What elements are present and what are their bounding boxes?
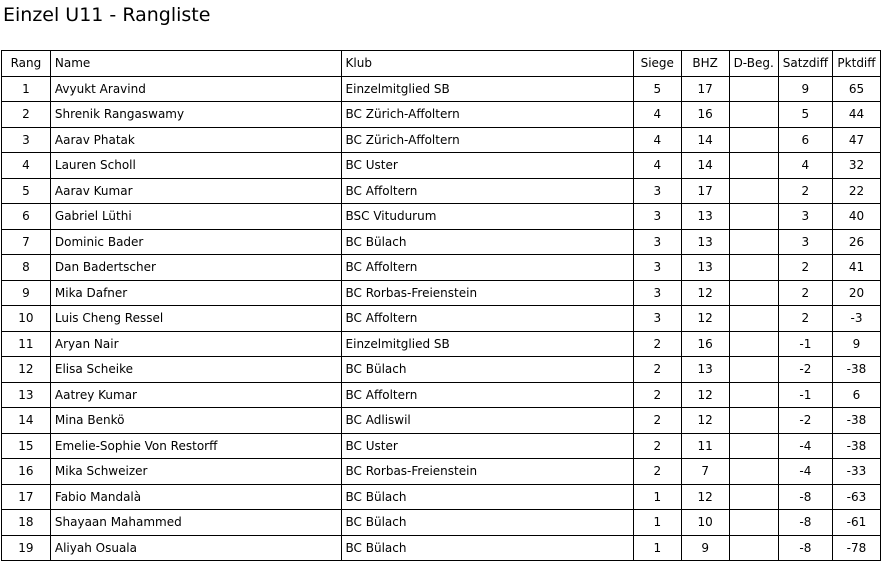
cell-pointdiff: 40: [832, 204, 880, 230]
table-row: [2, 102, 881, 128]
cell-rank: 10: [2, 306, 51, 332]
cell-club: BSC Vitudurum: [341, 204, 633, 230]
cell-club: BC Affoltern: [341, 255, 633, 281]
cell-rank: 9: [2, 280, 51, 306]
cell-rank: 15: [2, 433, 51, 459]
table-row: [2, 306, 881, 332]
cell-name: Emelie-Sophie Von Restorff: [50, 433, 341, 459]
cell-bhz: 16: [681, 102, 729, 128]
cell-name: Fabio Mandalà: [50, 484, 341, 510]
header-pointdiff: Pktdiff: [832, 51, 880, 77]
cell-rank: 1: [2, 76, 51, 102]
cell-bhz: 7: [681, 459, 729, 485]
header-name: Name: [50, 51, 341, 77]
cell-setdiff: 2: [778, 255, 832, 281]
cell-rank: 4: [2, 153, 51, 179]
cell-name: Mika Schweizer: [50, 459, 341, 485]
table-row: [2, 433, 881, 459]
cell-bhz: 13: [681, 229, 729, 255]
header-rank: Rang: [2, 51, 51, 77]
cell-bhz: 14: [681, 153, 729, 179]
table-row: [2, 153, 881, 179]
cell-pointdiff: -38: [832, 357, 880, 383]
cell-dbeg: [729, 255, 778, 281]
cell-setdiff: -8: [778, 535, 832, 561]
cell-rank: 14: [2, 408, 51, 434]
cell-setdiff: 4: [778, 153, 832, 179]
cell-wins: 3: [633, 255, 681, 281]
cell-bhz: 13: [681, 255, 729, 281]
cell-rank: 3: [2, 127, 51, 153]
cell-bhz: 13: [681, 357, 729, 383]
table-row: [2, 331, 881, 357]
cell-bhz: 11: [681, 433, 729, 459]
cell-setdiff: 6: [778, 127, 832, 153]
cell-dbeg: [729, 408, 778, 434]
ranking-body: [2, 76, 881, 561]
cell-name: Aarav Kumar: [50, 178, 341, 204]
cell-club: Einzelmitglied SB: [341, 76, 633, 102]
cell-rank: 13: [2, 382, 51, 408]
cell-pointdiff: -33: [832, 459, 880, 485]
cell-dbeg: [729, 535, 778, 561]
cell-dbeg: [729, 459, 778, 485]
cell-setdiff: -4: [778, 459, 832, 485]
cell-setdiff: 3: [778, 229, 832, 255]
cell-rank: 12: [2, 357, 51, 383]
cell-dbeg: [729, 382, 778, 408]
cell-setdiff: 2: [778, 306, 832, 332]
cell-club: BC Uster: [341, 433, 633, 459]
cell-rank: 2: [2, 102, 51, 128]
cell-pointdiff: 65: [832, 76, 880, 102]
cell-bhz: 10: [681, 510, 729, 536]
cell-wins: 3: [633, 229, 681, 255]
cell-bhz: 12: [681, 382, 729, 408]
table-row: [2, 484, 881, 510]
cell-wins: 2: [633, 357, 681, 383]
cell-setdiff: -8: [778, 484, 832, 510]
cell-setdiff: 9: [778, 76, 832, 102]
cell-setdiff: 2: [778, 178, 832, 204]
header-dbeg: D-Beg.: [729, 51, 778, 77]
table-row: [2, 178, 881, 204]
table-row: [2, 76, 881, 102]
cell-dbeg: [729, 331, 778, 357]
cell-name: Aryan Nair: [50, 331, 341, 357]
table-row: [2, 255, 881, 281]
cell-dbeg: [729, 204, 778, 230]
cell-rank: 5: [2, 178, 51, 204]
header-bhz: BHZ: [681, 51, 729, 77]
table-row: [2, 229, 881, 255]
cell-club: BC Rorbas-Freienstein: [341, 459, 633, 485]
cell-club: BC Uster: [341, 153, 633, 179]
cell-bhz: 12: [681, 484, 729, 510]
cell-bhz: 13: [681, 204, 729, 230]
cell-club: BC Rorbas-Freienstein: [341, 280, 633, 306]
cell-setdiff: -4: [778, 433, 832, 459]
cell-name: Dan Badertscher: [50, 255, 341, 281]
cell-name: Dominic Bader: [50, 229, 341, 255]
cell-rank: 16: [2, 459, 51, 485]
header-row: [2, 51, 881, 77]
cell-wins: 1: [633, 484, 681, 510]
cell-dbeg: [729, 153, 778, 179]
cell-club: BC Affoltern: [341, 306, 633, 332]
cell-bhz: 12: [681, 306, 729, 332]
cell-dbeg: [729, 433, 778, 459]
cell-bhz: 12: [681, 408, 729, 434]
cell-club: BC Zürich-Affoltern: [341, 102, 633, 128]
ranking-table: [1, 50, 881, 561]
cell-dbeg: [729, 280, 778, 306]
cell-name: Gabriel Lüthi: [50, 204, 341, 230]
cell-club: BC Affoltern: [341, 178, 633, 204]
cell-name: Aatrey Kumar: [50, 382, 341, 408]
cell-club: BC Bülach: [341, 510, 633, 536]
table-row: [2, 535, 881, 561]
cell-setdiff: -2: [778, 408, 832, 434]
page-title: Einzel U11 - Rangliste: [3, 4, 211, 26]
cell-setdiff: -1: [778, 382, 832, 408]
cell-rank: 11: [2, 331, 51, 357]
cell-bhz: 17: [681, 76, 729, 102]
cell-name: Elisa Scheike: [50, 357, 341, 383]
cell-pointdiff: 41: [832, 255, 880, 281]
cell-bhz: 12: [681, 280, 729, 306]
cell-wins: 1: [633, 510, 681, 536]
cell-pointdiff: 26: [832, 229, 880, 255]
cell-name: Luis Cheng Ressel: [50, 306, 341, 332]
cell-dbeg: [729, 357, 778, 383]
cell-wins: 3: [633, 178, 681, 204]
cell-pointdiff: -3: [832, 306, 880, 332]
cell-setdiff: -2: [778, 357, 832, 383]
cell-setdiff: 2: [778, 280, 832, 306]
cell-dbeg: [729, 102, 778, 128]
cell-wins: 3: [633, 306, 681, 332]
cell-club: Einzelmitglied SB: [341, 331, 633, 357]
cell-dbeg: [729, 127, 778, 153]
cell-pointdiff: 32: [832, 153, 880, 179]
cell-name: Aarav Phatak: [50, 127, 341, 153]
cell-wins: 4: [633, 153, 681, 179]
table-row: [2, 357, 881, 383]
cell-bhz: 14: [681, 127, 729, 153]
cell-club: BC Bülach: [341, 229, 633, 255]
table-row: [2, 204, 881, 230]
cell-rank: 6: [2, 204, 51, 230]
cell-pointdiff: -38: [832, 408, 880, 434]
cell-setdiff: 5: [778, 102, 832, 128]
cell-pointdiff: -78: [832, 535, 880, 561]
cell-rank: 17: [2, 484, 51, 510]
cell-wins: 3: [633, 204, 681, 230]
cell-club: BC Adliswil: [341, 408, 633, 434]
cell-rank: 8: [2, 255, 51, 281]
cell-pointdiff: 9: [832, 331, 880, 357]
cell-club: BC Bülach: [341, 484, 633, 510]
table-row: [2, 382, 881, 408]
cell-wins: 3: [633, 280, 681, 306]
header-club: Klub: [341, 51, 633, 77]
cell-name: Shayaan Mahammed: [50, 510, 341, 536]
cell-setdiff: -8: [778, 510, 832, 536]
cell-wins: 4: [633, 127, 681, 153]
cell-dbeg: [729, 229, 778, 255]
table-row: [2, 510, 881, 536]
cell-pointdiff: 22: [832, 178, 880, 204]
cell-pointdiff: 44: [832, 102, 880, 128]
cell-club: BC Affoltern: [341, 382, 633, 408]
cell-bhz: 16: [681, 331, 729, 357]
cell-pointdiff: 6: [832, 382, 880, 408]
table-row: [2, 408, 881, 434]
cell-pointdiff: -61: [832, 510, 880, 536]
cell-wins: 1: [633, 535, 681, 561]
table-row: [2, 459, 881, 485]
cell-club: BC Zürich-Affoltern: [341, 127, 633, 153]
cell-name: Aliyah Osuala: [50, 535, 341, 561]
cell-setdiff: 3: [778, 204, 832, 230]
cell-wins: 2: [633, 382, 681, 408]
cell-wins: 4: [633, 102, 681, 128]
cell-dbeg: [729, 510, 778, 536]
cell-name: Mika Dafner: [50, 280, 341, 306]
cell-wins: 2: [633, 331, 681, 357]
cell-bhz: 17: [681, 178, 729, 204]
cell-rank: 18: [2, 510, 51, 536]
cell-dbeg: [729, 306, 778, 332]
cell-wins: 2: [633, 408, 681, 434]
cell-dbeg: [729, 178, 778, 204]
cell-pointdiff: 47: [832, 127, 880, 153]
cell-pointdiff: -63: [832, 484, 880, 510]
cell-setdiff: -1: [778, 331, 832, 357]
cell-pointdiff: -38: [832, 433, 880, 459]
cell-dbeg: [729, 76, 778, 102]
cell-rank: 19: [2, 535, 51, 561]
cell-name: Mina Benkö: [50, 408, 341, 434]
cell-bhz: 9: [681, 535, 729, 561]
table-row: [2, 280, 881, 306]
cell-rank: 7: [2, 229, 51, 255]
header-setdiff: Satzdiff: [778, 51, 832, 77]
cell-dbeg: [729, 484, 778, 510]
cell-pointdiff: 20: [832, 280, 880, 306]
cell-club: BC Bülach: [341, 535, 633, 561]
cell-name: Lauren Scholl: [50, 153, 341, 179]
cell-wins: 2: [633, 433, 681, 459]
cell-wins: 2: [633, 459, 681, 485]
cell-name: Shrenik Rangaswamy: [50, 102, 341, 128]
cell-name: Avyukt Aravind: [50, 76, 341, 102]
header-wins: Siege: [633, 51, 681, 77]
cell-wins: 5: [633, 76, 681, 102]
cell-club: BC Bülach: [341, 357, 633, 383]
table-row: [2, 127, 881, 153]
